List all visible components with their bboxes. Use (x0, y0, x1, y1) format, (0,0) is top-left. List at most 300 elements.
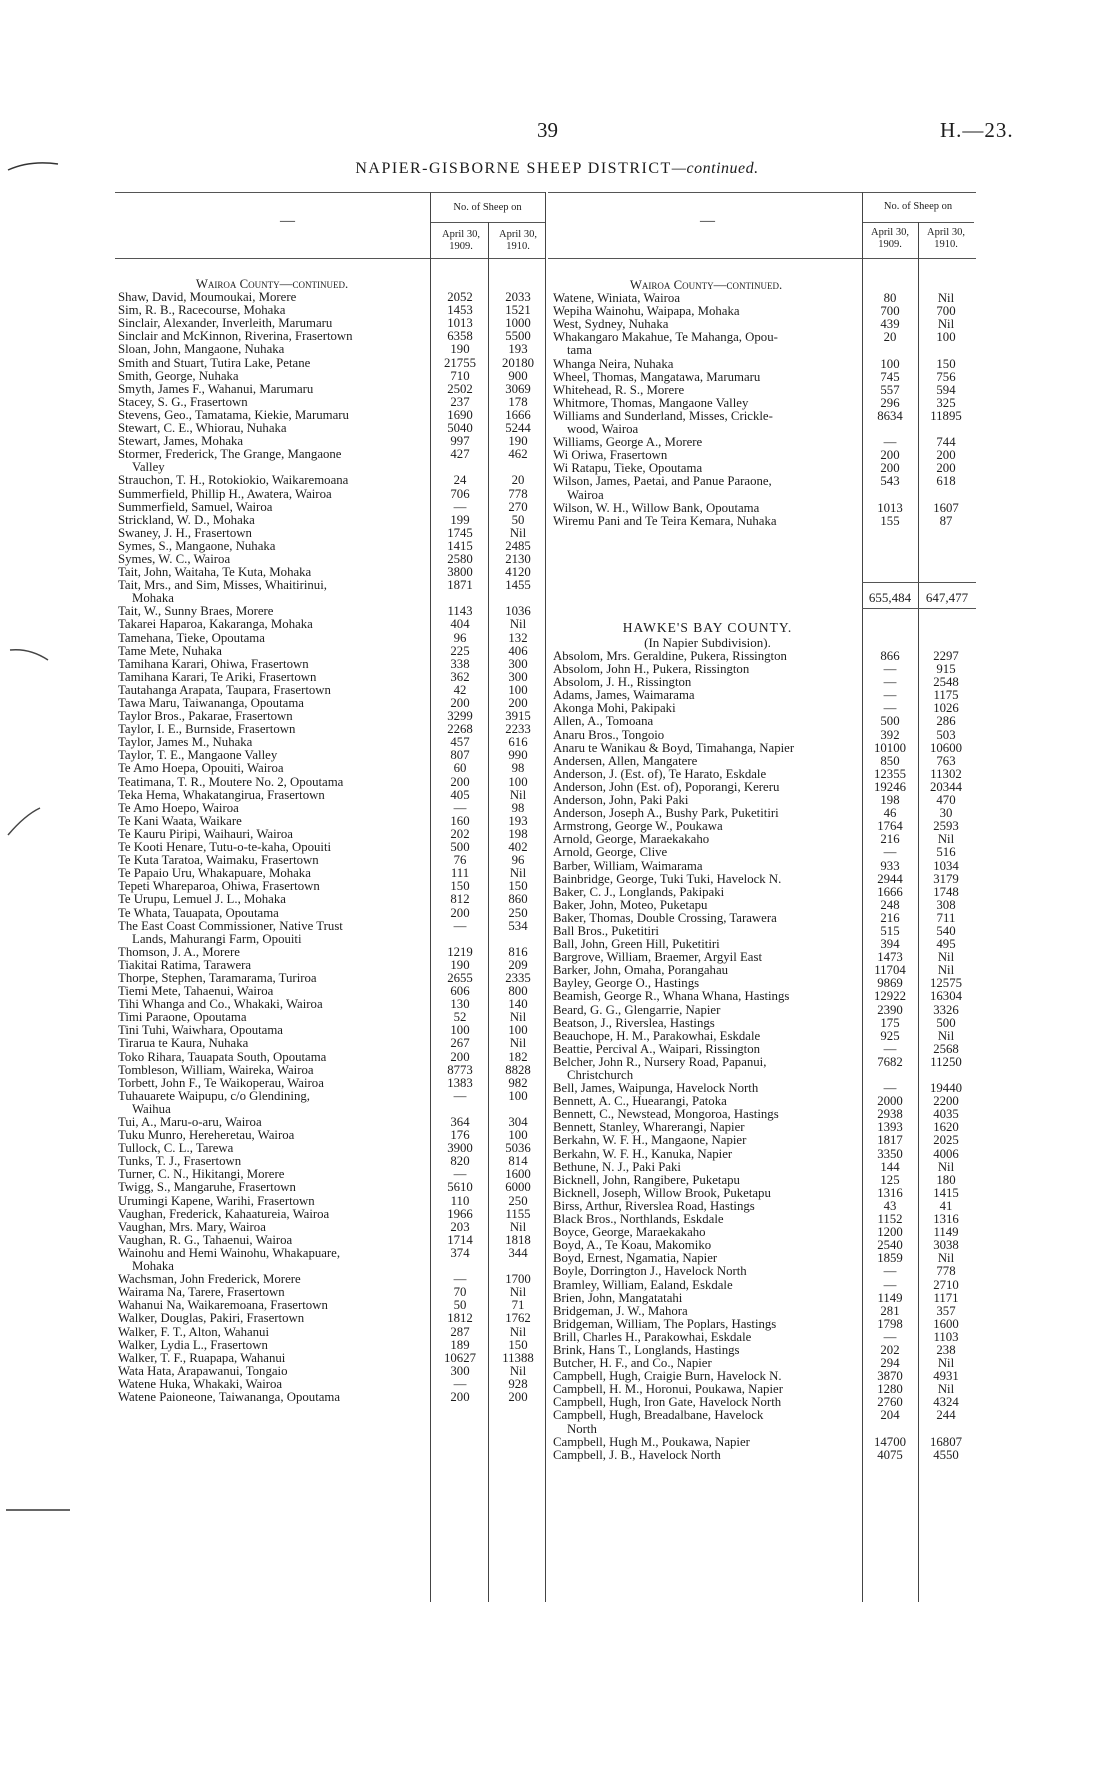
owner-name: Brill, Charles H., Parakowhai, Eskdale (553, 1330, 752, 1344)
owner-name: Tamehana, Tieke, Opoutama (118, 631, 265, 645)
table-row (553, 1017, 976, 1030)
sheep-1909: 50 (453, 1298, 467, 1313)
sheep-1910: 100 (936, 330, 956, 345)
name-header-dash-right: — (700, 213, 715, 229)
table-row (118, 527, 548, 540)
table-row (118, 1181, 548, 1194)
sheep-1909: 189 (450, 1337, 470, 1352)
owner-name: Bridgeman, J. W., Mahora (553, 1304, 688, 1318)
table-row (118, 1352, 548, 1365)
owner-name: Wiremu Pani and Te Teira Kemara, Nuhaka (553, 514, 777, 528)
sheep-1909: 21755 (444, 355, 476, 370)
margin-mark (0, 150, 80, 180)
sheep-1909: — (453, 499, 467, 514)
sheep-1910: 182 (508, 1049, 528, 1064)
table-row (553, 1436, 976, 1449)
sheep-1910: Nil (509, 866, 527, 881)
table-row (118, 1378, 548, 1391)
table-row (118, 1064, 548, 1077)
owner-name: Wata Hata, Arapawanui, Tongaio (118, 1364, 288, 1378)
sheep-1909: 155 (880, 513, 900, 528)
owner-name: Teka Hema, Whakatangirua, Frasertown (118, 788, 325, 802)
sheep-1909: 1798 (877, 1316, 903, 1331)
table-row (118, 1037, 548, 1050)
sheep-1910: 4931 (933, 1369, 959, 1384)
owner-name: Sloan, John, Mangaone, Nuhaka (118, 343, 285, 357)
sheep-1909: 1280 (877, 1382, 903, 1397)
table-row (118, 330, 548, 343)
sheep-1910: 1700 (505, 1272, 531, 1287)
sheep-1909: 175 (880, 1015, 900, 1030)
page-title (0, 160, 1114, 178)
owner-name: Boyd, Ernest, Ngamatia, Napier (553, 1252, 718, 1266)
sheep-1910: Nil (937, 291, 955, 306)
owner-name: Shaw, David, Moumoukai, Morere (118, 291, 297, 305)
sheep-1910: 10600 (930, 740, 962, 755)
owner-name: Tait, John, Waitaha, Te Kuta, Mohaka (118, 566, 312, 580)
sheep-1909: 287 (450, 1324, 470, 1339)
sheep-1910: 6000 (505, 1180, 531, 1195)
sheep-1909: 745 (880, 369, 900, 384)
sheep-1910: 470 (936, 793, 956, 808)
sheep-1909: 176 (450, 1128, 470, 1143)
year-1909-header: April 30, 1909. (442, 229, 480, 252)
table-row (118, 972, 548, 985)
sheep-1910: 5036 (505, 1141, 531, 1156)
sheep-1910: Nil (937, 1028, 955, 1043)
table-row (553, 292, 976, 305)
owner-name: Tautahanga Arapata, Taupara, Frasertown (118, 683, 331, 697)
owner-name: Wepiha Wainohu, Waipapa, Mohaka (553, 305, 740, 319)
sheep-1909: 8634 (877, 408, 903, 423)
sheep-1910: 1818 (505, 1232, 531, 1247)
sheep-1910: 534 (508, 918, 528, 933)
sheep-1910: 860 (508, 892, 528, 907)
sheep-1909: 2655 (447, 970, 473, 985)
owner-name: Beattie, Percival A., Waipari, Rissington (553, 1042, 761, 1056)
owner-name: Tepeti Whareparoa, Ohiwa, Frasertown (118, 880, 320, 894)
sheep-1909: 1143 (447, 604, 473, 619)
sheep-1910: 96 (511, 853, 525, 868)
sheep-1910: 1036 (505, 604, 531, 619)
sheep-1909: 807 (450, 748, 470, 763)
sheep-1909: 820 (450, 1154, 470, 1169)
owner-name: Taylor, James M., Nuhaka (118, 736, 253, 750)
table-row (118, 435, 548, 448)
owner-name: Whanga Neira, Nuhaka (553, 357, 674, 371)
sheep-1909: 1745 (447, 525, 473, 540)
sheep-1909: 111 (450, 866, 470, 881)
sheep-1910: 100 (508, 774, 528, 789)
owner-name: Te Amo Hoepa, Opouiti, Wairoa (118, 762, 284, 776)
sheep-1910: 198 (508, 826, 528, 841)
sheep-1909: — (883, 688, 897, 703)
total-1909: 655,484 (868, 590, 912, 605)
sheep-1910: 20180 (502, 355, 534, 370)
table-row (553, 833, 976, 846)
owner-name: Campbell, J. B., Havelock North (553, 1448, 721, 1462)
table-row (553, 1331, 976, 1344)
table-row (553, 951, 976, 964)
sheep-1909: 1415 (447, 538, 473, 553)
owner-name: Anaru Bros., Tongoio (553, 728, 665, 742)
table-row (118, 605, 548, 618)
table-row (553, 489, 976, 502)
owner-name: Beatson, J., Riverslea, Hastings (553, 1016, 715, 1030)
owner-name: Lands, Mahurangi Farm, Opouiti (132, 932, 302, 946)
sheep-1910: 20 (511, 473, 525, 488)
table-row (118, 474, 548, 487)
sheep-1909: 281 (880, 1303, 900, 1318)
sheep-1909: 46 (883, 806, 897, 821)
sheep-1909: 14700 (874, 1434, 906, 1449)
owner-name: North (567, 1422, 597, 1436)
sheep-1909: 125 (880, 1172, 900, 1187)
table-row (553, 1279, 976, 1292)
sheep-1910: 140 (508, 997, 528, 1012)
owner-name: Summerfield, Phillip H., Awatera, Wairoa (118, 487, 332, 501)
sheep-1910: Nil (937, 963, 955, 978)
owner-name: Wi Ratapu, Tieke, Opoutama (553, 462, 703, 476)
owner-name: Te Amo Hoepo, Wairoa (118, 801, 239, 815)
sheep-1910: 1607 (933, 500, 959, 515)
sheep-1910: 462 (508, 447, 528, 462)
owner-name: Tui, A., Maru-o-aru, Wairoa (118, 1116, 262, 1129)
table-row (553, 742, 976, 755)
sheep-1909: 1764 (877, 819, 903, 834)
table-row (118, 998, 548, 1011)
sheep-1909: 1666 (877, 884, 903, 899)
sheep-1909: 515 (880, 923, 900, 938)
sheep-1910: 200 (508, 1389, 528, 1404)
table-row (118, 933, 548, 946)
owner-name: Thorpe, Stephen, Taramarama, Turiroa (118, 971, 317, 985)
sheep-1910: 763 (936, 753, 956, 768)
owner-name: Te Whata, Tauapata, Opoutama (118, 906, 279, 920)
table-row (118, 684, 548, 697)
sheep-1910: 200 (936, 461, 956, 476)
sheep-1910: 3179 (933, 871, 959, 886)
sheep-1909: 3870 (877, 1369, 903, 1384)
owner-name: Watene Huka, Whakaki, Wairoa (118, 1377, 283, 1391)
sheep-1910: 12575 (930, 976, 962, 991)
table-row (118, 304, 548, 317)
sheep-1909: 80 (883, 291, 897, 306)
sheep-1910: Nil (509, 1324, 527, 1339)
sheep-1910: 11302 (930, 766, 962, 781)
sheep-1910: 982 (508, 1075, 528, 1090)
sheep-1909: 2944 (877, 871, 903, 886)
table-row (118, 383, 548, 396)
left-column-list (118, 278, 548, 1404)
table-row (553, 397, 976, 410)
sheep-1909: 500 (450, 840, 470, 855)
sheep-1909: 190 (450, 957, 470, 972)
table-row (553, 689, 976, 702)
table-row (118, 566, 548, 579)
sheep-1909: 2268 (447, 722, 473, 737)
owner-name: Sinclair and McKinnon, Riverina, Frasertown (118, 330, 353, 344)
sheep-1909: 3299 (447, 709, 473, 724)
owner-name: Armstrong, George W., Poukawa (553, 820, 723, 834)
title-text: NAPIER-GISBORNE SHEEP DISTRICT (355, 160, 672, 177)
table-row (118, 291, 548, 304)
table-row (553, 436, 976, 449)
table-row (118, 893, 548, 906)
sheep-1909: 200 (450, 1389, 470, 1404)
owner-name: Strauchon, T. H., Rotokiokio, Waikaremoana (118, 474, 349, 488)
table-row (118, 736, 548, 749)
sheep-1910: 1034 (933, 858, 959, 873)
sheep-1910: 406 (508, 643, 528, 658)
table-row (118, 1024, 548, 1037)
table-row (118, 396, 548, 409)
table-row (118, 867, 548, 880)
table-row (118, 802, 548, 815)
owner-name: The East Coast Commissioner, Native Trust (118, 919, 343, 933)
sheep-1909: 7682 (877, 1054, 903, 1069)
table-row (553, 663, 976, 676)
table-row (118, 370, 548, 383)
owner-name: Bayley, George O., Hastings (553, 977, 700, 991)
sheep-1910: Nil (509, 787, 527, 802)
table-row (553, 1121, 976, 1134)
sheep-1909: 925 (880, 1028, 900, 1043)
sheep-1910: 990 (508, 748, 528, 763)
owner-name: Timi Paraone, Opoutama (118, 1011, 247, 1025)
owner-name: Te Kauru Piripi, Waihauri, Wairoa (118, 827, 293, 841)
table-row (553, 1213, 976, 1226)
table-row (553, 1069, 976, 1082)
sheep-1909: 1859 (877, 1251, 903, 1266)
owner-name: Boyce, George, Maraekakaho (553, 1226, 706, 1240)
sheep-1910: 1415 (933, 1185, 959, 1200)
owner-name: Te Kani Waata, Waikare (118, 814, 242, 828)
sheep-1910: Nil (937, 1159, 955, 1174)
sheep-1909: 296 (880, 395, 900, 410)
sheep-1909: — (883, 1041, 897, 1056)
table-row (118, 776, 548, 789)
table-row (118, 1116, 548, 1129)
table-row (553, 1357, 976, 1370)
sheep-1910: 300 (508, 669, 528, 684)
owner-name: Wainohu and Hemi Wainohu, Whakapuare, (118, 1246, 341, 1260)
sheep-1910: 5500 (505, 329, 531, 344)
table-row (118, 488, 548, 501)
owner-name: Smyth, James F., Wahanui, Marumaru (118, 382, 314, 396)
sheep-1909: 439 (880, 317, 900, 332)
sheep-1909: 9869 (877, 976, 903, 991)
table-row (553, 1265, 976, 1278)
sheep-1910: 2548 (933, 675, 959, 690)
sheep-1909: 1473 (877, 950, 903, 965)
sheep-1910: 540 (936, 923, 956, 938)
owner-name: Tiemi Mete, Tahaenui, Wairoa (118, 985, 274, 999)
owner-name: Boyd, A., Te Koau, Makomiko (553, 1239, 712, 1253)
sheep-1910: 209 (508, 957, 528, 972)
table-row (118, 789, 548, 802)
owner-name: Anderson, Joseph A., Bushy Park, Puketitiri (553, 807, 779, 821)
sheep-1910: 87 (939, 513, 953, 528)
sheep-1909: 543 (880, 474, 900, 489)
sheep-1909: 190 (450, 342, 470, 357)
totals-row (862, 590, 976, 606)
sheep-1909: 1871 (447, 578, 473, 593)
owner-name: Tuku Munro, Hereheretau, Wairoa (118, 1129, 295, 1143)
owner-name: Brink, Hans T., Longlands, Hastings (553, 1343, 740, 1357)
sheep-1910: 1748 (933, 884, 959, 899)
sheep-1909: 457 (450, 735, 470, 750)
sheep-1910: 71 (511, 1298, 525, 1313)
owner-name: Williams, George A., Morere (553, 436, 703, 450)
sheep-1910: Nil (937, 317, 955, 332)
owner-name: Bell, James, Waipunga, Havelock North (553, 1082, 759, 1096)
sheep-1910: Nil (937, 1251, 955, 1266)
table-row (118, 1051, 548, 1064)
sheep-1910: 4120 (505, 565, 531, 580)
owner-name: Wilson, W. H., Willow Bank, Opoutama (553, 501, 760, 515)
sheep-1909: 1383 (447, 1075, 473, 1090)
sheep-1910: Nil (509, 1219, 527, 1234)
table-row (553, 938, 976, 951)
sheep-1909: 2760 (877, 1395, 903, 1410)
sheep-1910: 1600 (505, 1167, 531, 1182)
table-row (553, 729, 976, 742)
sheep-1910: 304 (508, 1115, 528, 1129)
sheep-1910: 616 (508, 735, 528, 750)
table-row (553, 1161, 976, 1174)
owner-name: Tame Mete, Nuhaka (118, 644, 222, 658)
table-row (553, 1409, 976, 1422)
sheep-1909: 427 (450, 447, 470, 462)
totals-bottom-rule (862, 608, 976, 609)
owner-name: Barker, John, Omaha, Porangahau (553, 964, 729, 978)
sheep-header-right: No. of Sheep on (883, 201, 953, 212)
sheep-1910: 500 (936, 1015, 956, 1030)
sheep-1909: 110 (450, 1193, 470, 1208)
table-row (118, 920, 548, 933)
sheep-1910: 344 (508, 1245, 528, 1260)
owner-name: Tait, W., Sunny Braes, Morere (118, 605, 274, 619)
sheep-1910: 4550 (933, 1447, 959, 1462)
owner-name: Stevens, Geo., Tamatama, Kiekie, Marumaru (118, 408, 349, 422)
sheep-1909: 933 (880, 858, 900, 873)
table-row (553, 1252, 976, 1265)
sheep-1909: 557 (880, 382, 900, 397)
owner-name: Baker, Thomas, Double Crossing, Tarawera (553, 911, 777, 925)
table-row (118, 749, 548, 762)
sheep-1909: — (883, 845, 897, 860)
sheep-1910: 4324 (933, 1395, 959, 1410)
sheep-1909: 200 (450, 905, 470, 920)
sheep-1909: 150 (450, 879, 470, 894)
owner-name: Birss, Arthur, Riverslea Road, Hastings (553, 1199, 755, 1213)
hawkes-bay-list (553, 650, 976, 1462)
owner-name: Tamihana Karari, Te Ariki, Frasertown (118, 670, 317, 684)
table-row (118, 540, 548, 553)
table-row (118, 1011, 548, 1024)
owner-name: Black Bros., Northlands, Eskdale (553, 1213, 724, 1227)
sheep-1909: — (883, 435, 897, 450)
sheep-1909: 100 (880, 356, 900, 371)
table-row (118, 907, 548, 920)
table-row (553, 1383, 976, 1396)
sheep-1910: 2025 (933, 1133, 959, 1148)
table-row (553, 1396, 976, 1409)
sheep-1910: 11895 (930, 408, 962, 423)
name-header-dash: — (280, 213, 295, 229)
owner-name: Sinclair, Alexander, Inverleith, Marumaru (118, 317, 333, 331)
owner-name: Waihua (132, 1102, 171, 1116)
sheep-1910: 1103 (933, 1329, 959, 1344)
table-row (553, 462, 976, 475)
totals-top-rule (862, 582, 976, 583)
sheep-1910: 800 (508, 984, 528, 999)
sheep-1909: 96 (453, 630, 467, 645)
owner-name: Sim, R. B., Racecourse, Mohaka (118, 304, 286, 318)
sheep-1910: Nil (509, 617, 527, 632)
sheep-1909: 2000 (877, 1094, 903, 1109)
table-row (553, 475, 976, 488)
sheep-1909: 2938 (877, 1107, 903, 1122)
table-row (118, 1365, 548, 1378)
sheep-1910: 495 (936, 937, 956, 952)
sheep-1910: 1171 (933, 1290, 959, 1305)
table-row (553, 1134, 976, 1147)
sheep-1909: 2502 (447, 381, 473, 396)
sheep-1909: 866 (880, 649, 900, 663)
sheep-1909: 850 (880, 753, 900, 768)
table-row (118, 357, 548, 370)
owner-name: Tawa Maru, Taiwananga, Opoutama (118, 697, 304, 710)
sheep-1910: 3069 (505, 381, 531, 396)
sheep-1909: 42 (453, 682, 467, 697)
table-row (118, 946, 548, 959)
owner-name: Tihi Whanga and Co., Whakaki, Wairoa (118, 998, 323, 1012)
table-row (118, 422, 548, 435)
owner-name: Summerfield, Samuel, Wairoa (118, 500, 273, 514)
table-row (118, 697, 548, 710)
sheep-1909: 20 (883, 330, 897, 345)
sheep-1910: 178 (508, 394, 528, 409)
table-row (553, 1226, 976, 1239)
sheep-1909: 338 (450, 656, 470, 671)
table-row (553, 846, 976, 859)
sheep-1910: 1666 (505, 407, 531, 422)
sheep-1910: 516 (936, 845, 956, 860)
year-1910-header-right: April 30, 1910. (927, 227, 965, 250)
owner-name: Bainbridge, George, Tuki Tuki, Havelock N. (553, 872, 782, 886)
sheep-1910: 20344 (930, 779, 962, 794)
sheep-1909: 1817 (877, 1133, 903, 1148)
year-1909-header-right: April 30, 1909. (871, 227, 909, 250)
table-row (553, 502, 976, 515)
table-row (553, 768, 976, 781)
sheep-1910: 1149 (933, 1225, 959, 1240)
sheep-1909: 294 (880, 1356, 900, 1371)
sheep-1909: 160 (450, 813, 470, 828)
table-row (553, 794, 976, 807)
owner-name: Walker, Douglas, Pakiri, Frasertown (118, 1312, 305, 1326)
table-row (553, 990, 976, 1003)
owner-name: wood, Wairoa (567, 423, 639, 437)
sheep-header: No. of Sheep on (453, 202, 522, 213)
sheep-1910: 238 (936, 1342, 956, 1357)
table-row (118, 723, 548, 736)
owner-name: Thomson, J. A., Morere (118, 945, 240, 959)
owner-name: Anderson, John, Paki Paki (553, 794, 689, 808)
owner-name: Taylor, T. E., Mangaone Valley (118, 749, 278, 763)
